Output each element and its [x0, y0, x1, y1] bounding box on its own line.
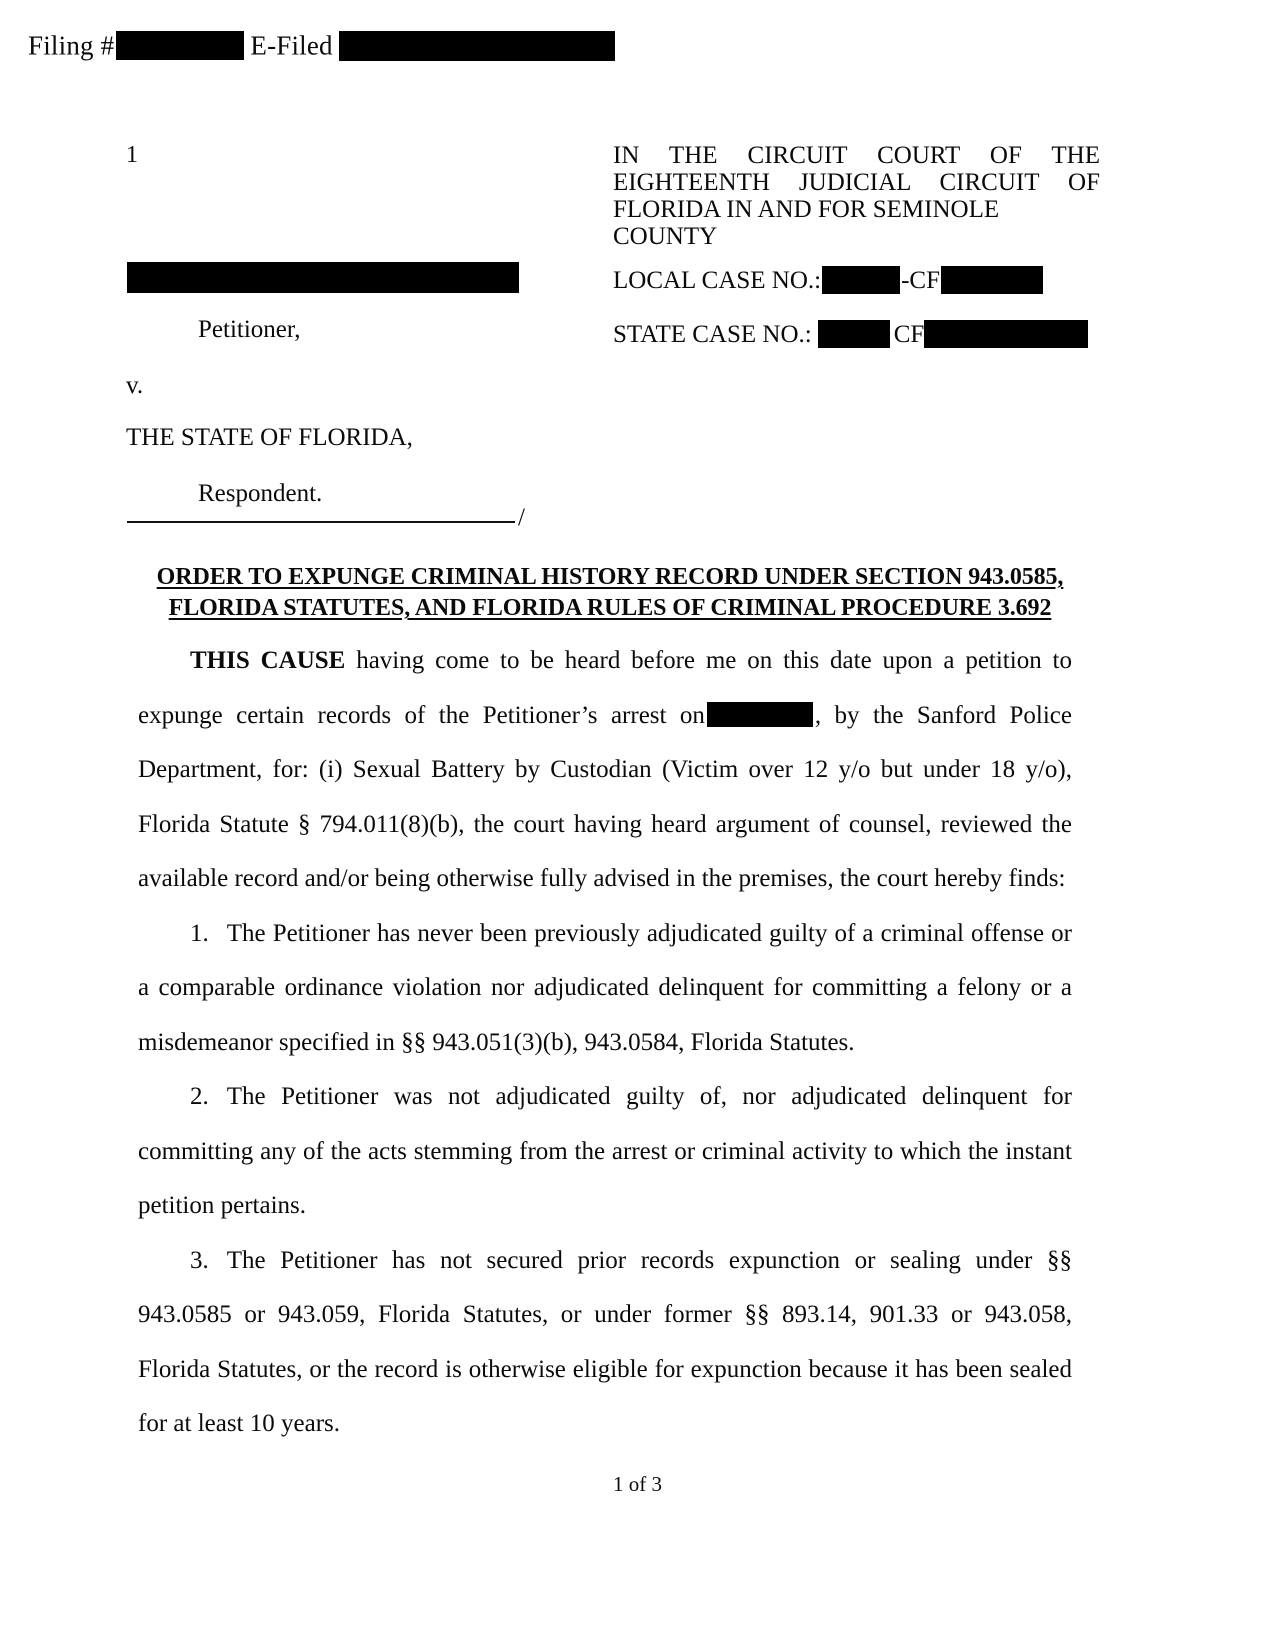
local-case-number-redaction-year [822, 266, 900, 294]
state-case-number-redaction-serial [924, 320, 1088, 348]
page-title-line-2: FLORIDA STATUTES, AND FLORIDA RULES OF CRIMINAL PROCEDURE 3.692 [168, 595, 1052, 621]
finding-text-3: The Petitioner has not secured prior records expunction or sealing under §§ 943.0585 or 943.059, Florida Statutes, or under former §§ 893.14, 901.33 or 943.058, Florida Statutes, or the record is otherwise eligible for expunction because it has been sealed for at least 10 years. [138, 1246, 1072, 1437]
intro-text-part-2: , by the Sanford Police Department, for: (i) Sexual Battery by Custodian (Victim over 12 y/o but under 18 y/o), Florida Statute § 794.011(8)(b), the court having heard argument of counsel, reviewed the available record and/or being otherwise fully advised in the premises, the court hereby finds: [138, 701, 1072, 892]
versus-label: v. [126, 372, 144, 399]
court-heading [613, 142, 1100, 250]
line-number-artifact: 1 [126, 142, 138, 168]
intro-text-part-1: having come to be heard before me on this date upon a petition to expunge certain records of the Petitioner’s arrest on [138, 647, 1072, 729]
arrest-date-redaction [707, 702, 813, 727]
filing-number-redaction [116, 31, 244, 60]
intro-paragraph [138, 634, 1072, 907]
filing-header [28, 30, 615, 61]
petitioner-name-redaction [127, 262, 519, 293]
local-case-number-label: LOCAL CASE NO.: [613, 266, 822, 294]
finding-text-1: The Petitioner has never been previously adjudicated guilty of a criminal offense or a comparable ordinance violation nor adjudicated delinquent for committing a felony or a misdemeanor specified in §§ 943.051(3)(b), 943.0584, Florida Statutes. [138, 919, 1072, 1056]
page-title [140, 562, 1080, 624]
court-heading-line-1: IN THE CIRCUIT COURT OF THE [613, 142, 1100, 169]
local-case-number-line [613, 266, 1043, 294]
filing-number-label: Filing # [28, 30, 115, 61]
efiled-timestamp-redaction [339, 31, 615, 61]
efiled-label: E-Filed [250, 30, 333, 61]
finding-text-2: The Petitioner was not adjudicated guilty of, nor adjudicated delinquent for committing any of the acts stemming from the arrest or criminal activity to which the instant petition pertains. [138, 1083, 1072, 1219]
state-case-number-line [613, 320, 1088, 348]
local-case-number-redaction-serial [941, 266, 1043, 294]
finding-paragraph-1 [138, 907, 1072, 1071]
finding-number-3: 3. [190, 1246, 209, 1274]
court-heading-line-3: FLORIDA IN AND FOR SEMINOLE COUNTY [613, 196, 1000, 250]
finding-number-2: 2. [190, 1083, 209, 1110]
order-body [138, 634, 1072, 1452]
respondent-role-label: Respondent. [198, 480, 323, 507]
finding-number-1: 1. [190, 919, 209, 947]
finding-paragraph-2 [138, 1070, 1072, 1234]
caption-slash: / [518, 504, 525, 531]
caption-divider-rule [127, 521, 515, 523]
local-case-number-separator: -CF [901, 266, 941, 294]
petitioner-role-label: Petitioner, [198, 316, 301, 343]
finding-paragraph-3 [138, 1234, 1072, 1452]
state-case-number-redaction-prefix [818, 320, 890, 348]
this-cause-lead: THIS CAUSE [190, 647, 346, 674]
state-case-number-label: STATE CASE NO.: [613, 320, 812, 348]
state-case-number-separator: CF [893, 320, 925, 348]
page-footer: 1 of 3 [613, 1472, 662, 1496]
respondent-party-name: THE STATE OF FLORIDA, [126, 424, 413, 451]
page-title-line-1: ORDER TO EXPUNGE CRIMINAL HISTORY RECORD UNDER SECTION 943.0585, [156, 564, 1064, 590]
court-heading-line-2: EIGHTEENTH JUDICIAL CIRCUIT OF [613, 169, 1100, 196]
